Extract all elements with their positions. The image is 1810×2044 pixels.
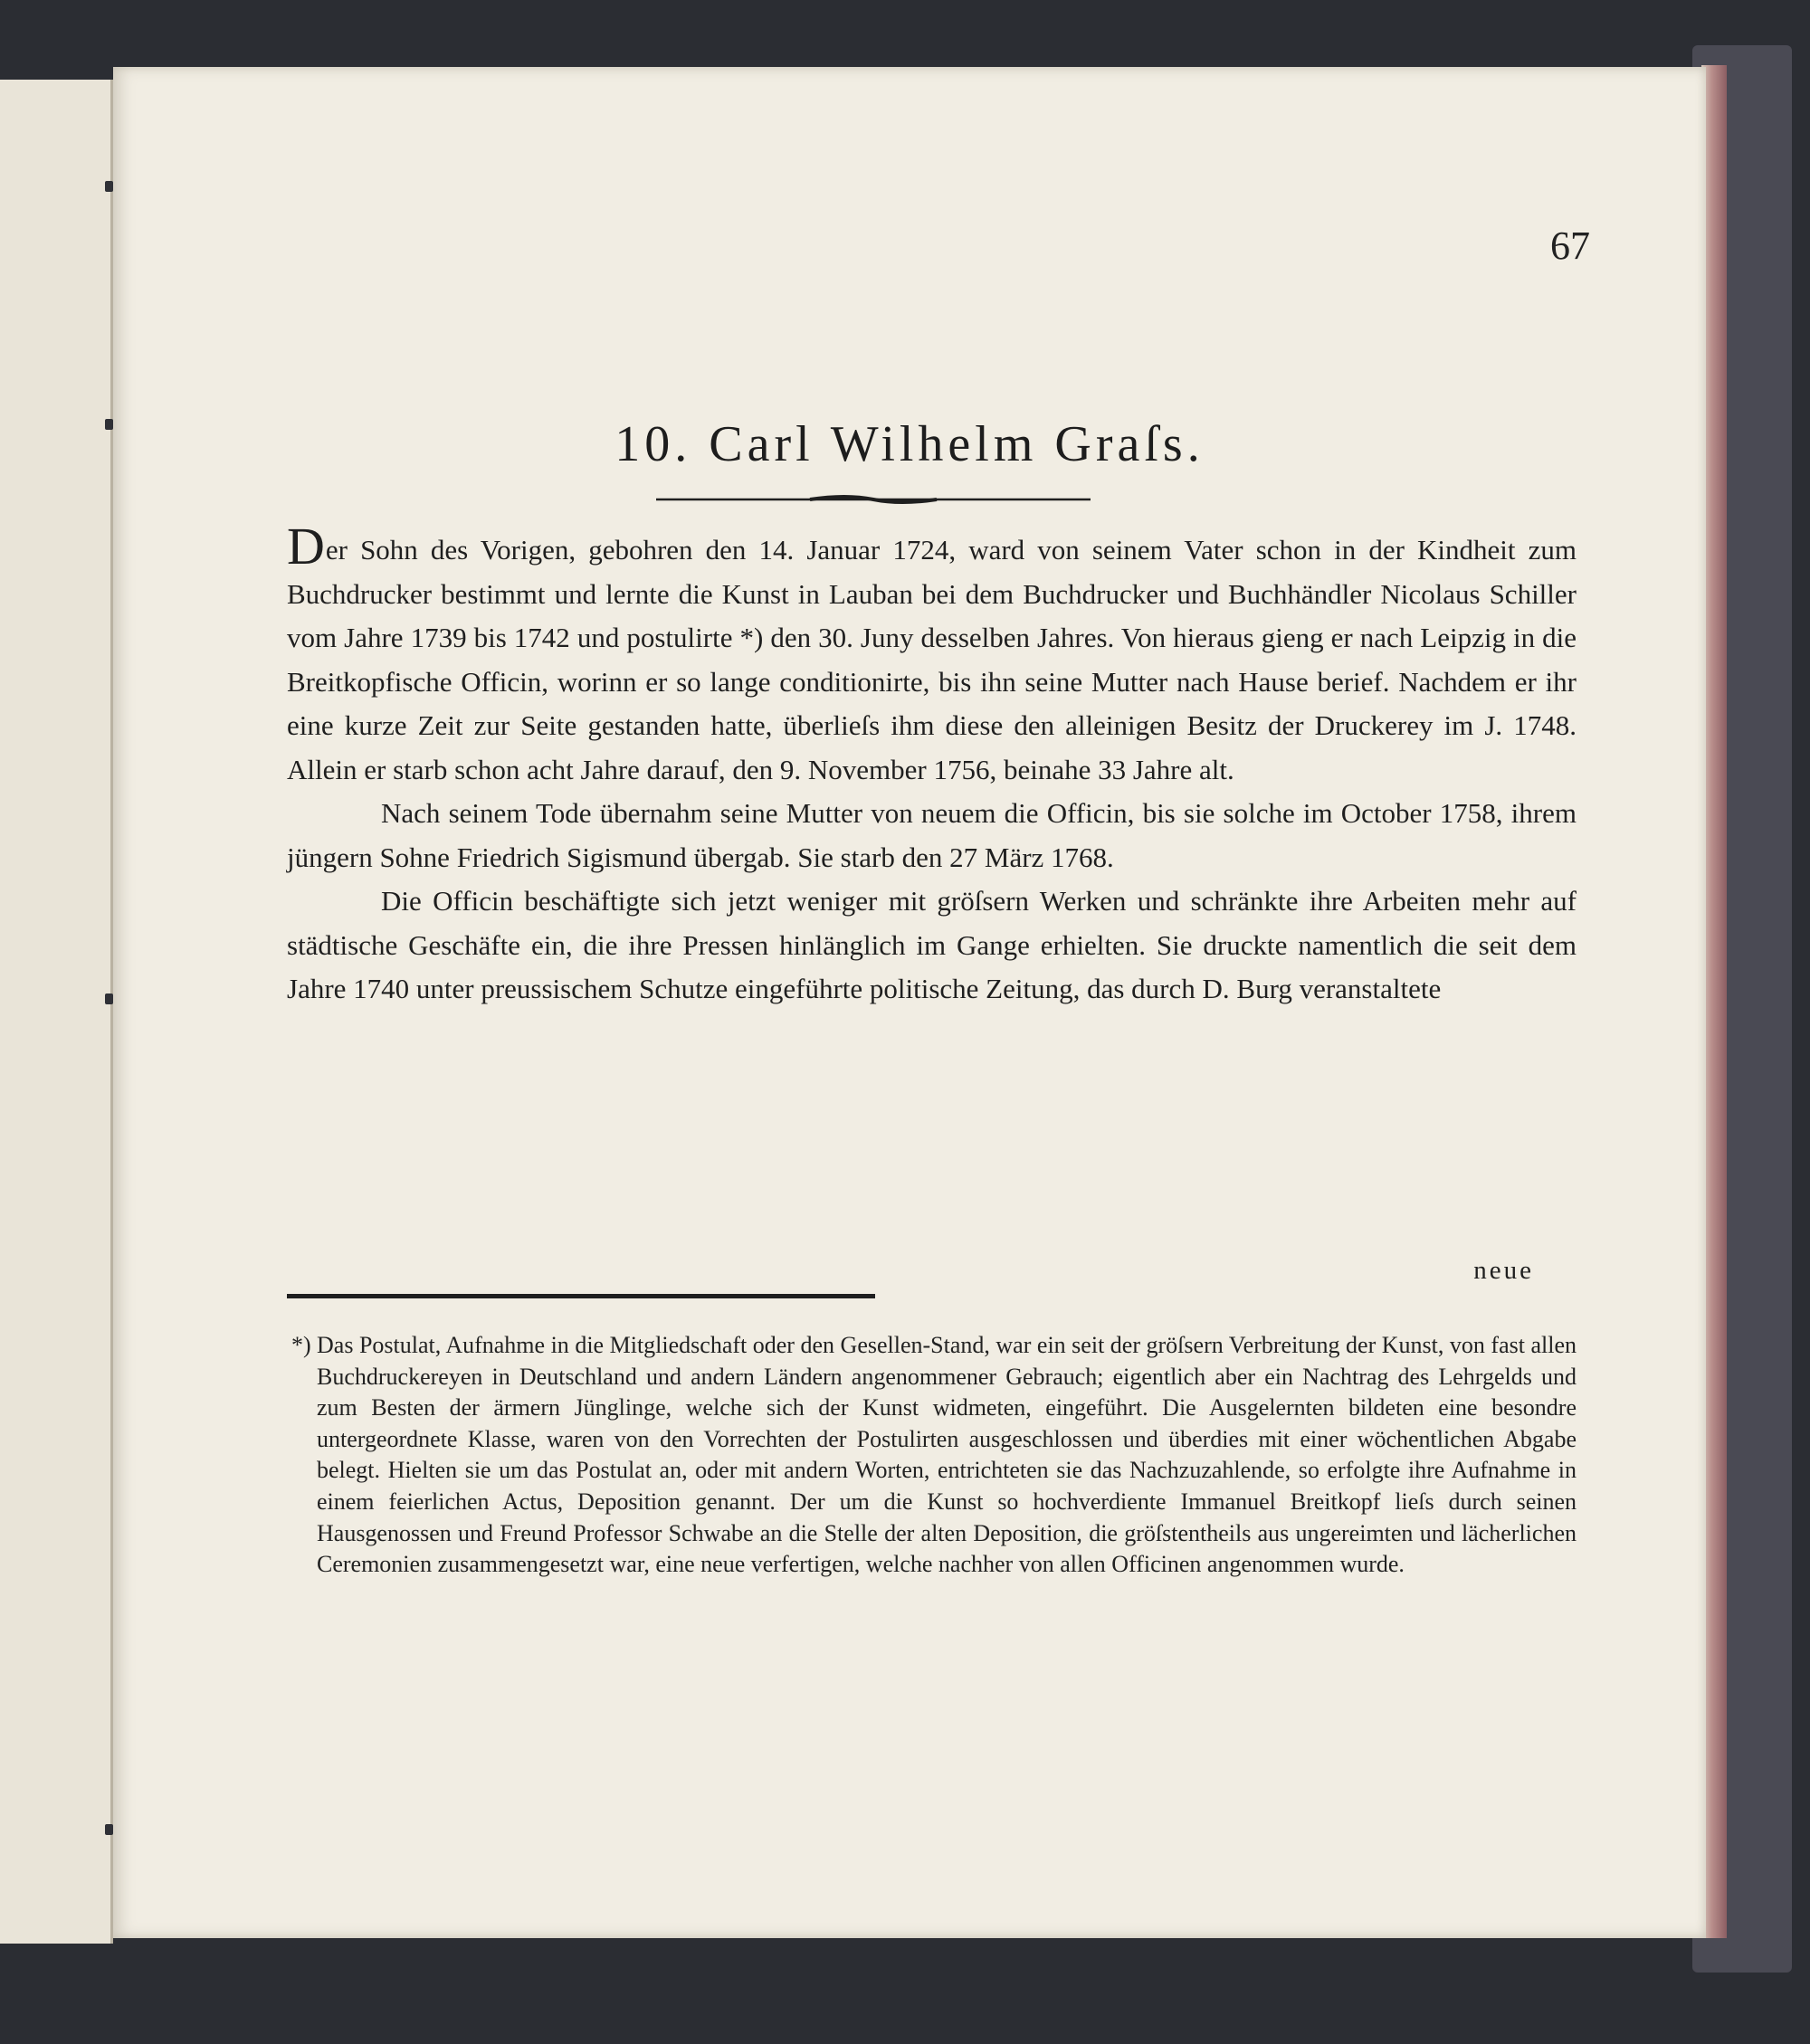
body-text	[287, 517, 1577, 1012]
catchword: neue	[1473, 1256, 1534, 1285]
paragraph: Die Officin beschäftigte sich jetzt weniger mit gröſsern Werken und schränkte ihre Arbeiten mehr auf städtische Geschäfte ein, die ihre Pressen hinlänglich im Gange erhielten. Sie druckte namentlich die seit dem Jahre 1740 unter preussischem Schutze eingeführte politische Zeitung, das durch D. Burg veranstaltete	[287, 885, 1577, 1004]
page-number: 67	[1550, 223, 1590, 268]
spine-mark	[105, 993, 113, 1004]
footnote-text: Das Postulat, Aufnahme in die Mitgliedschaft oder den Gesellen-Stand, war ein seit der gröſsern Verbreitung der Kunst, von fast allen Buchdruckereyen in Deutschland und andern Ländern angenommener Gebrauch; eigentlich aber ein Nachtrag des Lehrgelds und zum Besten der ärmern Jünglinge, welche sich der Kunst widmeten, eingeführt. Die Ausgelernten bildeten eine besondre untergeordnete Klasse, waren von den Vorrechten der Postulirten ausgeschlossen und überdies mit einer wöchentlichen Abgabe belegt. Hielten sie um das Postulat an, oder mit andern Worten, entrichteten sie das Nachzuzahlende, so erfolgte ihre Aufnahme in einem feierlichen Actus, Deposition genannt. Der um die Kunst so hochverdiente Immanuel Breitkopf lieſs durch seinen Hausgenossen und Freund Professor Schwabe an die Stelle der alten Deposition, die gröſstentheils aus ungereimten und lächerlichen Ceremonien zusammengesetzt war, eine neue verfertigen, welche nachher von allen Officinen angenommen wurde.	[317, 1332, 1577, 1578]
spine-mark	[105, 181, 113, 192]
title-ornament	[656, 494, 1091, 505]
chapter-title: 10. Carl Wilhelm Graſs.	[614, 416, 1205, 472]
spine-mark	[105, 1824, 113, 1835]
paragraph-text: er Sohn des Vorigen, gebohren den 14. Januar 1724, ward von seinem Vater schon in der Kindheit zum Buchdrucker bestimmt und lernte die Kunst in Lauban bei dem Buchdrucker und Buchhändler Nicolaus Schiller vom Jahre 1739 bis 1742 und postulirte *) den 30. Juny desselben Jahres. Von hieraus gieng er nach Leipzig in die Breitkopfische Officin, worinn er so lange conditionirte, bis ihn seine Mutter nach Hause berief. Nachdem er ihr eine kurze Zeit zur Seite gestanden hatte, überlieſs ihm diese den alleinigen Besitz der Druckerey im J. 1748. Allein er starb schon acht Jahre darauf, den 9. November 1756, beinahe 33 Jahre alt.	[287, 534, 1577, 785]
paragraph	[287, 517, 1577, 792]
footnote-separator-rule	[287, 1294, 875, 1298]
spine-mark	[105, 419, 113, 430]
paragraph: Nach seinem Tode übernahm seine Mutter von neuem die Officin, bis sie solche im October 1758, ihrem jüngern Sohne Friedrich Sigismund übergab. Sie starb den 27 März 1768.	[287, 797, 1577, 873]
facing-left-page	[0, 80, 113, 1944]
footnote-mark: *)	[291, 1332, 311, 1358]
book-page	[113, 67, 1706, 1938]
footnote	[291, 1330, 1577, 1581]
drop-cap: D	[287, 517, 325, 575]
